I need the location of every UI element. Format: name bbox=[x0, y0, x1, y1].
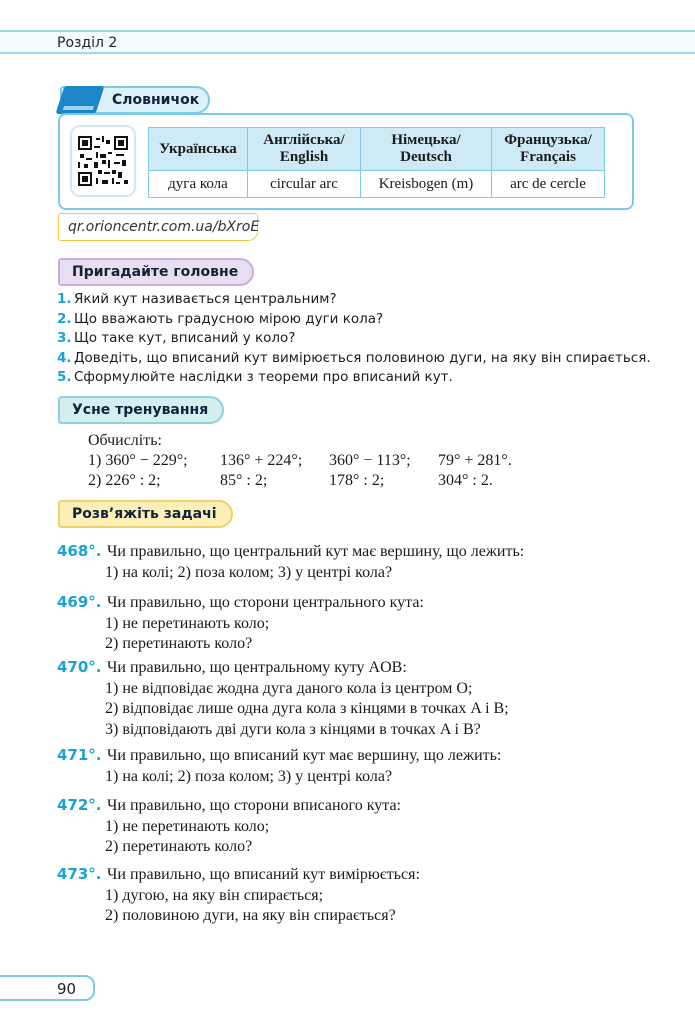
problem-stem: Чи правильно, що вписаний кут вимірюється: bbox=[107, 866, 420, 883]
glossary-cell-french: arc de cercle bbox=[492, 171, 605, 198]
glossary-header-french: Французька/ Français bbox=[492, 128, 605, 171]
oral-expr: 360° − 113°; bbox=[329, 452, 411, 469]
qr-code-graphic bbox=[78, 135, 128, 187]
glossary-title: Словничок bbox=[112, 92, 200, 108]
list-item: 3. Що таке кут, вписаний у коло? bbox=[57, 330, 296, 347]
problem-sub: 2) перетинають коло? bbox=[105, 838, 253, 855]
list-item: 4. Доведіть, що вписаний кут вимірюється половиною дуги, на яку він спирається. bbox=[57, 349, 651, 366]
list-item: 5. Сформулюйте наслідки з теореми про вписаний кут. bbox=[57, 369, 453, 386]
problem-sub: 3) відповідають дві дуги кола з кінцями в точках A і B? bbox=[105, 720, 481, 738]
glossary-box bbox=[58, 113, 634, 210]
oral-expr: 304° : 2. bbox=[438, 472, 493, 489]
problem-470 bbox=[57, 657, 509, 740]
oral-expr: 136° + 224°; bbox=[220, 452, 303, 469]
problem-468 bbox=[57, 541, 524, 583]
oral-expr: 85° : 2; bbox=[220, 472, 268, 489]
oral-row bbox=[88, 451, 512, 471]
problem-stem: Чи правильно, що сторони вписаного кута: bbox=[107, 797, 401, 814]
problem-number: 470°. bbox=[57, 658, 102, 676]
problem-sub: 2) половиною дуги, на яку він спирається? bbox=[105, 907, 396, 924]
problem-sub: 1) не перетинають коло; bbox=[105, 817, 270, 835]
page-number: 90 bbox=[57, 980, 77, 998]
problem-stem: Чи правильно, що центральному куту AOB: bbox=[107, 659, 407, 676]
page-header bbox=[0, 30, 695, 54]
oral-intro: Обчисліть: bbox=[88, 432, 162, 449]
glossary-cell-german: Kreisbogen (m) bbox=[361, 171, 492, 198]
problems-title: Розв’яжіть задачі bbox=[58, 500, 233, 528]
recall-list bbox=[57, 290, 651, 388]
recall-title: Пригадайте головне bbox=[58, 258, 254, 286]
glossary-header-ukrainian: Українська bbox=[149, 128, 248, 171]
oral-expr: 2) 226° : 2; bbox=[88, 472, 161, 489]
problem-sub: 1) не перетинають коло; bbox=[105, 614, 270, 632]
oral-expr: 1) 360° − 229°; bbox=[88, 452, 188, 469]
glossary-tab bbox=[60, 86, 210, 114]
problem-number: 473°. bbox=[57, 865, 102, 883]
problem-stem: Чи правильно, що сторони центрального кута: bbox=[107, 594, 424, 611]
problem-number: 472°. bbox=[57, 796, 102, 814]
list-item: 2. Що вважають градусною мірою дуги кола? bbox=[57, 310, 384, 327]
oral-expr: 79° + 281°. bbox=[438, 452, 512, 469]
problem-number: 469°. bbox=[57, 593, 102, 611]
problem-sub: 2) перетинають коло? bbox=[105, 635, 253, 652]
problem-469 bbox=[57, 592, 424, 655]
oral-row bbox=[88, 471, 493, 491]
qr-code-icon[interactable] bbox=[72, 127, 134, 195]
glossary-header-german: Німецька/ Deutsch bbox=[361, 128, 492, 171]
qr-link[interactable]: qr.orioncentr.com.ua/bXroE bbox=[58, 213, 258, 241]
page-footer bbox=[0, 975, 95, 1001]
section-title: Розділ 2 bbox=[57, 35, 118, 51]
problem-472 bbox=[57, 795, 401, 858]
table-row bbox=[149, 171, 605, 198]
problem-sub: 2) відповідає лише одна дуга кола з кінцями в точках A і B; bbox=[105, 700, 509, 717]
glossary-cell-ukrainian: дуга кола bbox=[149, 171, 248, 198]
problem-number: 471°. bbox=[57, 746, 102, 764]
problem-473 bbox=[57, 864, 420, 927]
problem-sub: 1) дугою, на яку він спирається; bbox=[105, 886, 324, 904]
oral-training bbox=[88, 431, 512, 491]
glossary-cell-english: circular arc bbox=[248, 171, 361, 198]
glossary-header-english: Англійська/ English bbox=[248, 128, 361, 171]
problem-stem: Чи правильно, що центральний кут має вершину, що лежить: bbox=[107, 543, 525, 560]
glossary-table bbox=[148, 127, 605, 198]
dictionary-book-icon bbox=[55, 86, 104, 114]
list-item: 1. Який кут називається центральним? bbox=[57, 291, 337, 307]
problem-number: 468°. bbox=[57, 542, 102, 560]
oral-expr: 178° : 2; bbox=[329, 472, 385, 489]
oral-training-title: Усне тренування bbox=[58, 396, 224, 424]
problem-sub: 1) на колі; 2) поза колом; 3) у центрі кола? bbox=[105, 563, 393, 581]
problem-471 bbox=[57, 745, 501, 787]
problem-sub: 1) не відповідає жодна дуга даного кола із центром O; bbox=[105, 679, 473, 697]
problem-stem: Чи правильно, що вписаний кут має вершину, що лежить: bbox=[107, 747, 502, 764]
problem-sub: 1) на колі; 2) поза колом; 3) у центрі кола? bbox=[105, 767, 393, 785]
